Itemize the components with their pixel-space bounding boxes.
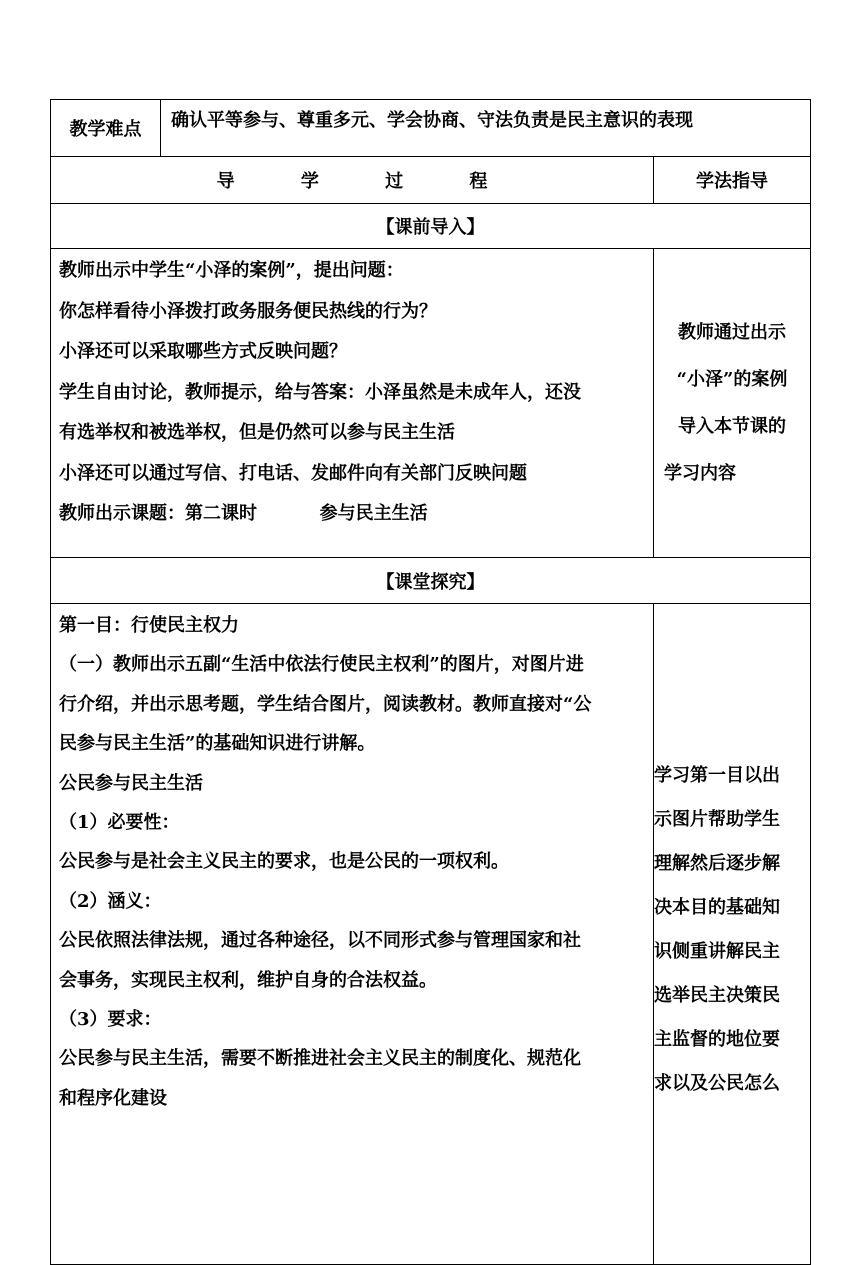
explore-line: 公民依照法律法规，通过各种途径，以不同形式参与管理国家和社 [59, 930, 581, 952]
explore-line: 公民参与民主生活 [59, 772, 203, 794]
explore-title-row [51, 558, 811, 604]
intro-line: 小泽还可以采取哪些方式反映问题？ [59, 341, 347, 362]
intro-line: 有选举权和被选举权，但是仍然可以参与民主生活 [59, 422, 455, 443]
intro-guide-line: 导入本节课的 [678, 416, 786, 437]
explore-guide-line: 决本目的基础知 [654, 897, 780, 918]
explore-line: 公民参与民主生活，需要不断推进社会主义民主的制度化、规范化 [59, 1048, 581, 1070]
explore-guide-line: 选举民主决策民 [654, 985, 780, 1006]
explore-guide-line: 求以及公民怎么 [654, 1073, 780, 1094]
difficulty-row [51, 100, 811, 157]
explore-guide-line: 识侧重讲解民主 [654, 941, 780, 962]
intro-line: 教师出示中学生“小泽的案例”，提出问题： [59, 260, 404, 281]
explore-content [51, 604, 654, 1265]
explore-line: 会事务，实现民主权利，维护自身的合法权益。 [59, 969, 437, 991]
explore-content-row [51, 604, 811, 1265]
explore-guide-line: 理解然后逐步解 [654, 853, 780, 874]
explore-guide [654, 604, 811, 1265]
lesson-plan-table [50, 99, 811, 1265]
intro-content-row [51, 249, 811, 558]
intro-guide [654, 249, 811, 558]
header-row [51, 157, 811, 204]
intro-title-row [51, 204, 811, 249]
intro-content [51, 249, 654, 558]
process-header: 导 学 过 程 [51, 157, 654, 204]
explore-line: 第一目：行使民主权力 [59, 615, 239, 636]
explore-line: 公民参与是社会主义民主的要求，也是公民的一项权利。 [59, 851, 509, 873]
explore-guide-line: 学习第一目以出 [654, 765, 780, 786]
intro-line: 小泽还可以通过写信、打电话、发邮件向有关部门反映问题 [59, 462, 527, 484]
explore-line: （3）要求： [59, 1009, 162, 1031]
difficulty-text: 确认平等参与、尊重多元、学会协商、守法负责是民主意识的表现 [161, 100, 811, 157]
intro-guide-line: “小泽”的案例 [676, 369, 788, 390]
explore-line: 民参与民主生活”的基础知识进行讲解。 [59, 733, 376, 755]
explore-line: 行介绍，并出示思考题，学生结合图片，阅读教材。教师直接对“公 [59, 693, 592, 715]
explore-line: （一）教师出示五副“生活中依法行使民主权利”的图片，对图片进 [59, 654, 584, 676]
explore-line: （2）涵义： [59, 890, 162, 912]
intro-line: 你怎样看待小泽拨打政务服务便民热线的行为？ [59, 300, 437, 322]
intro-guide-line: 教师通过出示 [678, 322, 786, 343]
intro-line: 学生自由讨论，教师提示，给与答案：小泽虽然是未成年人，还没 [59, 381, 581, 403]
intro-line: 教师出示课题：第二课时 参与民主生活 [59, 503, 428, 524]
explore-guide-line: 主监督的地位要 [654, 1029, 780, 1050]
intro-guide-line: 学习内容 [664, 463, 736, 484]
difficulty-label: 教学难点 [51, 100, 161, 157]
explore-line: 和程序化建设 [59, 1087, 167, 1109]
guide-header: 学法指导 [654, 157, 811, 204]
intro-title: 【课前导入】 [51, 204, 811, 249]
explore-guide-line: 示图片帮助学生 [654, 809, 780, 830]
explore-title: 【课堂探究】 [51, 558, 811, 604]
explore-line: （1）必要性： [59, 812, 180, 834]
